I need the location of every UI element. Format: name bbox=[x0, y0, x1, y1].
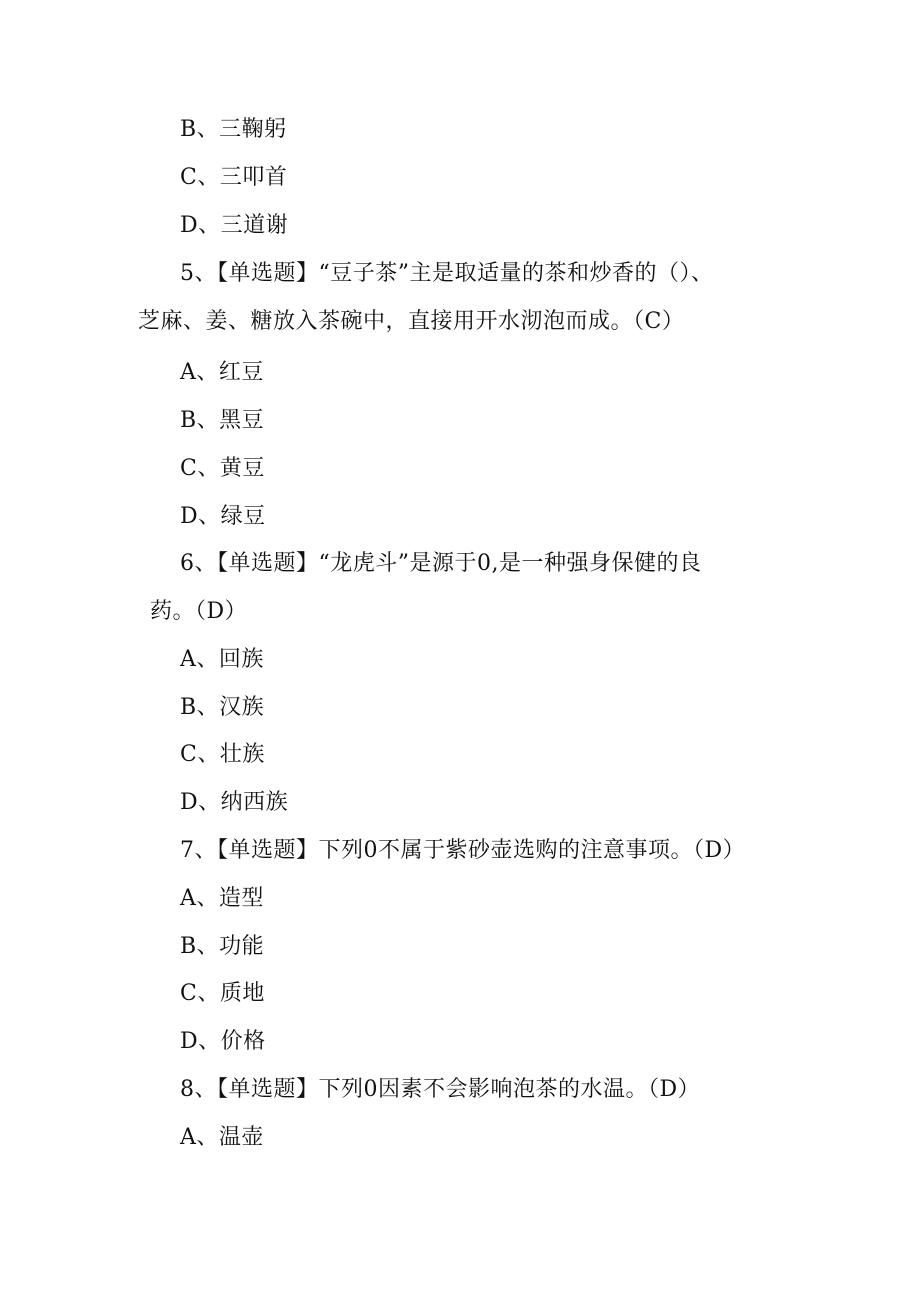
option-line: D、价格 bbox=[180, 1029, 266, 1054]
option-line: B、汉族 bbox=[180, 695, 265, 720]
option-line: C、壮族 bbox=[180, 742, 265, 767]
option-line: B、三鞠躬 bbox=[180, 117, 287, 142]
option-line: C、三叩首 bbox=[180, 165, 288, 190]
option-line: D、纳西族 bbox=[180, 790, 289, 815]
option-line: C、质地 bbox=[180, 981, 265, 1006]
question-7-stem: 7、【单选题】下列0不属于紫砂壶选购的注意事项。（D） bbox=[180, 838, 746, 863]
question-8-stem: 8、【单选题】下列0因素不会影响泡茶的水温。（D） bbox=[180, 1077, 701, 1102]
question-5-stem-continued: 芝麻、姜、糖放入茶碗中，直接用开水沏泡而成。（C） bbox=[138, 309, 685, 334]
option-line: C、黄豆 bbox=[180, 456, 265, 481]
question-6-stem: 6、【单选题】“龙虎斗”是源于0,是一种强身保健的良 bbox=[180, 551, 702, 576]
option-line: A、回族 bbox=[180, 647, 264, 672]
option-line: A、红豆 bbox=[180, 360, 264, 385]
option-line: B、黑豆 bbox=[180, 408, 265, 433]
question-5-stem: 5、【单选题】“豆子茶”主是取适量的茶和炒香的（）、 bbox=[180, 261, 714, 286]
option-line: D、绿豆 bbox=[180, 504, 266, 529]
question-6-stem-continued: 药。（D） bbox=[150, 599, 248, 624]
option-line: D、三道谢 bbox=[180, 213, 289, 238]
option-line: A、温壶 bbox=[180, 1125, 264, 1150]
option-line: B、功能 bbox=[180, 934, 265, 959]
option-line: A、造型 bbox=[180, 886, 264, 911]
